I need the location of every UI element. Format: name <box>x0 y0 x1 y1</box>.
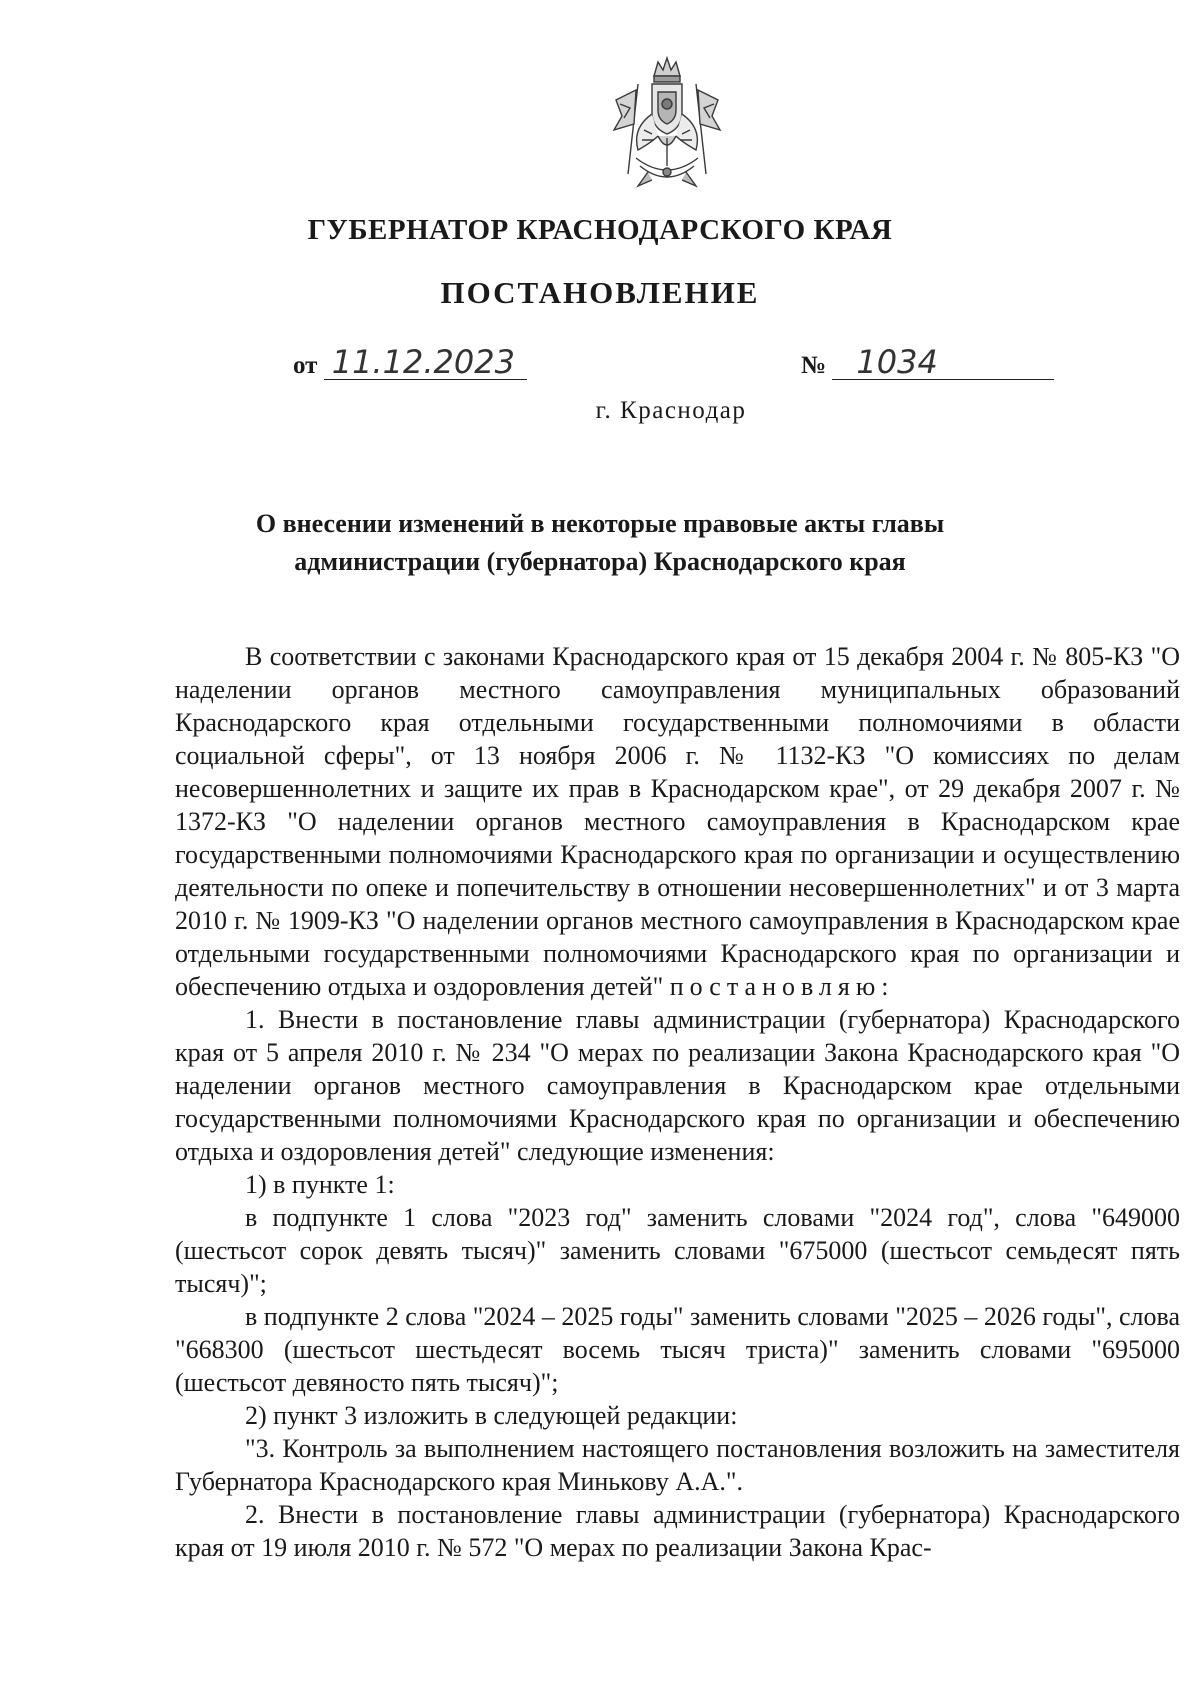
issuer-heading: ГУБЕРНАТОР КРАСНОДАРСКОГО КРАЯ <box>307 214 893 246</box>
number-line <box>801 345 1054 380</box>
preamble-text: В соответствии с законами Краснодарского края от 15 декабря 2004 г. № 805-КЗ "О наделении органов местного самоуправления муниципальных образований Краснодарского края отдельными государственными полномочиями в области социальной сферы", от 13 ноября 2006 г. № 1132-КЗ "О комиссиях по делам несовершеннолетних и защите их прав в Краснодарском крае", от 29 декабря 2007 г. № 1372-КЗ "О наделении органов местного самоуправления в Краснодарском крае государственными полномочиями Краснодарского края по организации и осуществлению деятельности по опеке и попечительству в отношении несовершеннолетних" и от 3 марта 2010 г. № 1909-КЗ "О наделении органов местного самоуправления в Краснодарском крае отдельными государственными полномочиями Краснодарского края по организации и обеспечению отдыха и оздоровления детей" <box>175 642 1180 1001</box>
item-1-2-text: "3. Контроль за выполнением настоящего постановления возложить на заместителя Губернатора Краснодарского края Минькову А.А.". <box>175 1434 1180 1496</box>
document-body <box>175 640 1180 1564</box>
coat-of-arms-icon <box>608 54 726 196</box>
item-1-2: 2) пункт 3 изложить в следующей редакции: <box>245 1401 738 1430</box>
item-2: 2. Внести в постановление главы администрации (губернатора) Краснодарского края от 19 июля 2010 г. № 572 "О мерах по реализации Закона Крас- <box>175 1500 1180 1562</box>
city-line: г. Краснодар <box>595 397 747 424</box>
date-prefix: от <box>293 352 318 379</box>
document-type-heading: ПОСТАНОВЛЕНИЕ <box>440 275 760 310</box>
document-subject <box>0 505 1200 581</box>
item-1-1-a: в подпункте 1 слова "2023 год" заменить словами "2024 год", слова "649000 (шестьсот сорок девять тысяч)" заменить словами "675000 (шестьсот семьдесят пять тысяч)"; <box>175 1203 1180 1298</box>
preamble-paragraph <box>175 640 1180 1003</box>
handwritten-date: 11.12.2023 <box>324 345 527 380</box>
item-1: 1. Внести в постановление главы администрации (губернатора) Краснодарского края от 5 апреля 2010 г. № 234 "О мерах по реализации Закона Краснодарского края "О наделении органов местного самоуправления в Краснодарском крае отдельными государственными полномочиями Краснодарского края по организации и обеспечению отдыха и оздоровления детей" следующие изменения: <box>175 1005 1180 1166</box>
handwritten-number: 1034 <box>832 345 1054 380</box>
item-1-1-b: в подпункте 2 слова "2024 – 2025 годы" заменить словами "2025 – 2026 годы", слова "668300 (шестьсот шестьдесят восемь тысяч триста)" заменить словами "695000 (шестьсот девяносто пять тысяч)"; <box>175 1302 1180 1397</box>
date-line <box>293 345 527 380</box>
resolve-word: постановляю: <box>669 972 895 1001</box>
subject-line-1: О внесении изменений в некоторые правовые акты главы <box>255 509 945 538</box>
item-1-1: 1) в пункте 1: <box>245 1170 395 1199</box>
subject-line-2: администрации (губернатора) Краснодарского края <box>294 547 906 576</box>
number-prefix: № <box>801 352 827 379</box>
